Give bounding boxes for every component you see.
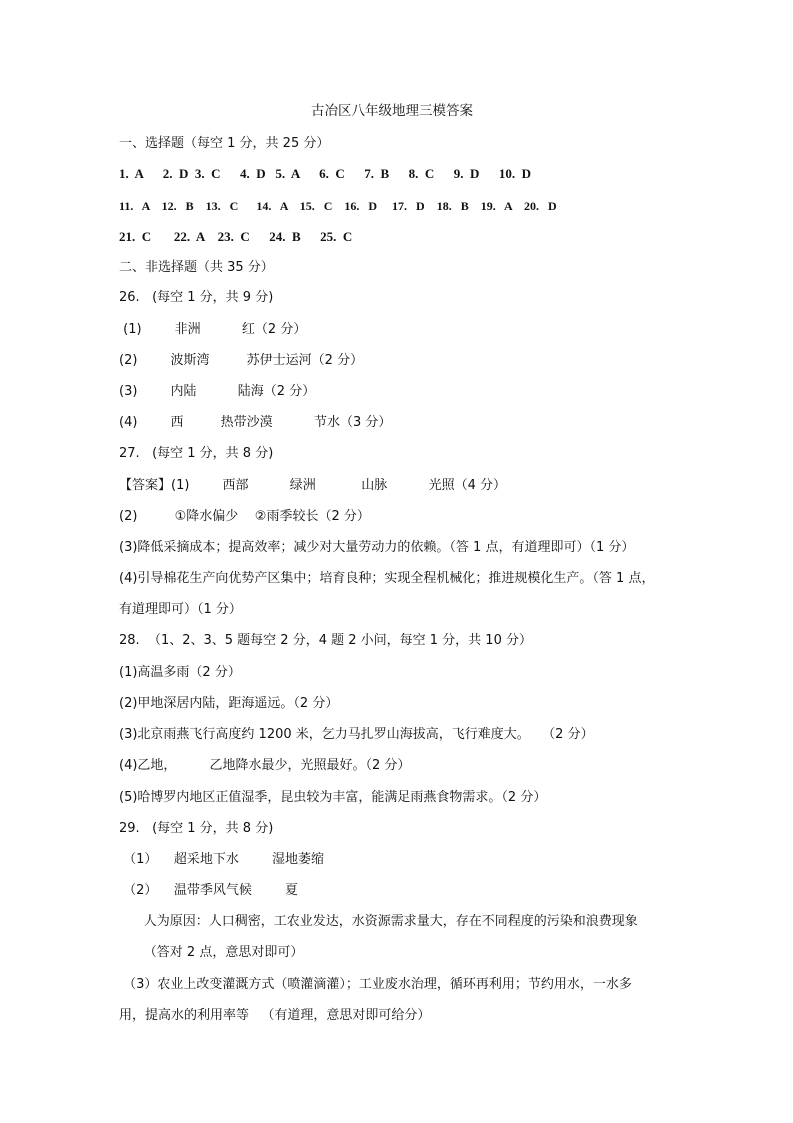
- q26-answer-4: (4) 西 热带沙漠 节水（3 分）: [119, 415, 392, 430]
- answer-row-1: 1. A 2. D 3. C 4. D 5. A 6. C 7. B 8. C 9. D 10. D: [119, 166, 532, 181]
- q29-answer-2: （2） 温带季风气候 夏: [119, 883, 298, 898]
- q27-answer-4: (4)引导棉花生产向优势产区集中；培育良种；实现全程机械化；推进规模化生产。（答 1 点，: [119, 571, 655, 586]
- q28-answer-5: (5)哈博罗内地区正值湿季，昆虫较为丰富，能满足雨燕食物需求。（2 分）: [119, 790, 547, 805]
- q27-answer-3: (3)降低采摘成本；提高效率；减少对大量劳动力的依赖。（答 1 点，有道理即可）（1 分）: [119, 540, 635, 555]
- q29-answer-2-reason: 人为原因：人口稠密，工农业发达，水资源需求量大，存在不同程度的污染和浪费现象: [119, 914, 638, 929]
- answer-row-2: 11. A 12. B 13. C 14. A 15. C 16. D 17. D 18. B 19. A 20. D: [119, 199, 557, 213]
- q28-answer-3: (3)北京雨燕飞行高度约 1200 米，乞力马扎罗山海拔高，飞行难度大。 （2 分）: [119, 727, 594, 742]
- q28-answer-4: (4)乙地， 乙地降水最少，光照最好。（2 分）: [119, 758, 411, 773]
- q29-answer-3-cont: 用，提高水的利用率等 （有道理，意思对即可给分）: [119, 1008, 431, 1023]
- section-heading-nonchoice: 二、非选择题（共 35 分）: [119, 260, 274, 275]
- q29-header: 29. (每空 1 分，共 8 分): [119, 821, 274, 836]
- q26-header: 26. (每空 1 分，共 9 分): [119, 290, 274, 305]
- q27-answer-1: 【答案】(1) 西部 绿洲 山脉 光照（4 分）: [119, 478, 506, 493]
- section-heading-choice: 一、选择题（每空 1 分，共 25 分）: [119, 136, 330, 151]
- answer-row-3: 21. C 22. A 23. C 24. B 25. C: [119, 229, 353, 244]
- q28-answer-2: (2)甲地深居内陆，距海遥远。（2 分）: [119, 696, 339, 711]
- q29-answer-2-note: （答对 2 点，意思对即可）: [119, 945, 304, 960]
- q27-answer-4-cont: 有道理即可）（1 分）: [119, 602, 242, 617]
- q27-answer-2: (2) ①降水偏少 ②雨季较长（2 分）: [119, 509, 370, 524]
- q26-answer-2: (2) 波斯湾 苏伊士运河（2 分）: [119, 353, 364, 368]
- q28-answer-1: (1)高温多雨（2 分）: [119, 665, 241, 680]
- q26-answer-3: (3) 内陆 陆海（2 分）: [119, 384, 316, 399]
- q29-answer-1: （1） 超采地下水 湿地萎缩: [119, 852, 324, 867]
- q28-header: 28. （1、2、3、5 题每空 2 分，4 题 2 小问，每空 1 分，共 10 分）: [119, 633, 532, 648]
- page-title: 古冶区八年级地理三模答案: [311, 103, 473, 119]
- q29-answer-3: （3）农业上改变灌溉方式（喷灌滴灌）；工业废水治理，循环再利用；节约用水，一水多: [119, 977, 632, 992]
- q27-header: 27. (每空 1 分，共 8 分): [119, 446, 274, 461]
- q26-answer-1: (1) 非洲 红（2 分）: [119, 322, 307, 337]
